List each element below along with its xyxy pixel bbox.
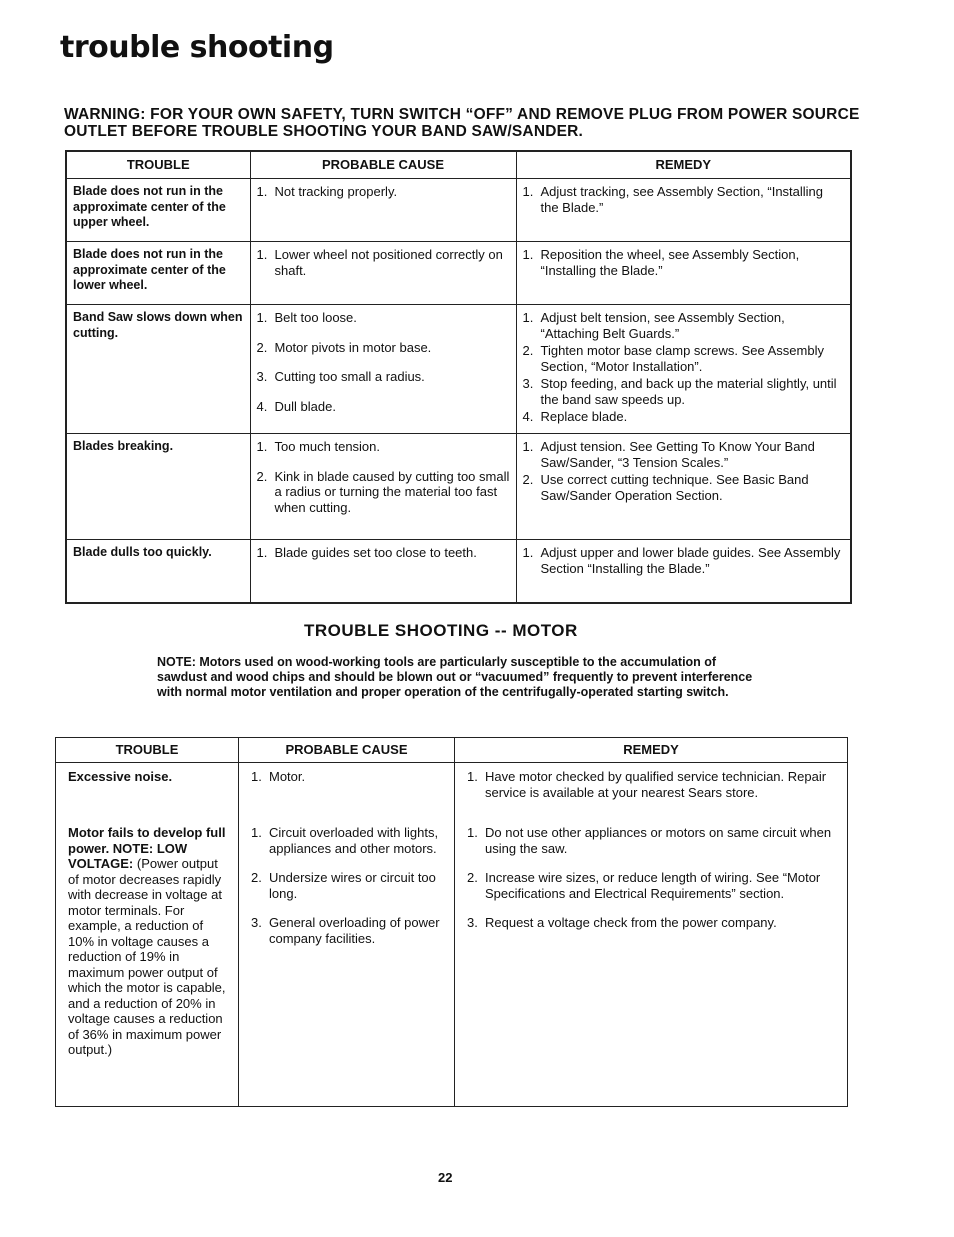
item-number: 1. (256, 310, 268, 325)
table-row (66, 242, 851, 305)
remedy-item (523, 376, 845, 407)
table-row (66, 305, 851, 434)
item-number: 1. (522, 247, 534, 262)
remedy-cell (455, 763, 848, 820)
item-text: Adjust tracking, see Assembly Section, “Installing the Blade.” (540, 184, 824, 215)
section-title-motor: TROUBLE SHOOTING -- MOTOR (304, 621, 578, 640)
cause-item (257, 247, 510, 278)
item-number: 3. (467, 915, 478, 930)
cause-cell (239, 763, 455, 820)
header-probable-cause: PROBABLE CAUSE (250, 151, 516, 179)
trouble-cell (56, 763, 239, 820)
cause-item (257, 369, 510, 385)
remedy-item (523, 343, 845, 374)
item-number: 3. (251, 915, 262, 930)
item-text: Tighten motor base clamp screws. See Assembly Section, “Motor Installation”. (540, 343, 824, 374)
item-number: 2. (256, 468, 268, 484)
remedy-item (523, 310, 845, 341)
item-text: Undersize wires or circuit too long. (269, 870, 436, 901)
item-number: 3. (256, 369, 268, 384)
item-number: 1. (256, 247, 268, 262)
cause-item (257, 340, 510, 356)
remedy-cell (516, 305, 851, 434)
safety-warning: WARNING: FOR YOUR OWN SAFETY, TURN SWITCH “OFF” AND REMOVE PLUG FROM POWER SOURCE OUTLET BEFORE TROUBLE SHOOTING YOUR BAND SAW/SANDER. (64, 106, 860, 140)
remedy-item (523, 247, 845, 278)
cause-item (257, 310, 510, 326)
item-number: 1. (256, 184, 268, 199)
item-number: 1. (251, 825, 262, 840)
item-number: 2. (251, 870, 262, 885)
table-row (66, 179, 851, 242)
remedy-item (523, 472, 845, 503)
item-text: Use correct cutting technique. See Basic Band Saw/Sander Operation Section. (540, 472, 809, 503)
trouble-table-motor (55, 737, 848, 1107)
item-text: Belt too loose. (274, 310, 357, 325)
cause-item (257, 399, 510, 415)
header-trouble: TROUBLE (66, 151, 250, 179)
trouble-cell: Blades breaking. (66, 434, 250, 540)
cause-cell (250, 305, 516, 434)
item-text: Have motor checked by qualified service technician. Repair service is available at your nearest Sears store. (485, 769, 827, 800)
item-text: Too much tension. (274, 439, 381, 454)
remedy-cell (516, 540, 851, 604)
trouble-text-bold: Motor fails to develop full power. NOTE: LOW VOLTAGE: (68, 825, 226, 871)
table-row (66, 434, 851, 540)
item-number: 1. (256, 545, 268, 560)
trouble-cell (56, 819, 239, 1107)
remedy-item (467, 915, 835, 931)
item-number: 1. (467, 769, 478, 784)
item-text: Kink in blade caused by cutting too small a radius or turning the material too fast when cutting. (274, 468, 510, 515)
table-row (66, 540, 851, 604)
item-number: 4. (256, 398, 268, 414)
remedy-item (467, 825, 835, 856)
item-text: Increase wire sizes, or reduce length of wiring. See “Motor Specifications and Electrical Requirements” section. (485, 870, 821, 901)
remedy-item (523, 409, 845, 425)
item-text: Dull blade. (274, 398, 336, 414)
remedy-cell (516, 242, 851, 305)
item-text: Lower wheel not positioned correctly on shaft. (274, 247, 503, 278)
item-number: 3. (522, 376, 534, 391)
cause-item (257, 184, 510, 200)
item-text: Adjust upper and lower blade guides. See Assembly Section “Installing the Blade.” (540, 545, 841, 576)
trouble-cell: Blade does not run in the approximate center of the upper wheel. (66, 179, 250, 242)
header-remedy: REMEDY (455, 738, 848, 763)
item-text: Stop feeding, and back up the material slightly, until the band saw speeds up. (540, 376, 837, 407)
cause-cell (250, 434, 516, 540)
item-number: 2. (467, 870, 478, 885)
item-number: 1. (522, 545, 534, 560)
cause-cell (250, 540, 516, 604)
item-text: General overloading of power company facilities. (269, 915, 440, 946)
item-number: 1. (256, 439, 268, 454)
cause-item (257, 545, 510, 561)
cause-item (251, 769, 442, 785)
cause-item (251, 915, 442, 946)
item-text: Reposition the wheel, see Assembly Section, “Installing the Blade.” (540, 247, 800, 278)
trouble-cell: Band Saw slows down when cutting. (66, 305, 250, 434)
item-text: Adjust tension. See Getting To Know Your Band Saw/Sander, “3 Tension Scales.” (540, 439, 815, 470)
item-text: Adjust belt tension, see Assembly Section, “Attaching Belt Guards.” (540, 310, 785, 341)
header-probable-cause: PROBABLE CAUSE (239, 738, 455, 763)
cause-cell (250, 242, 516, 305)
trouble-cell: Blade dulls too quickly. (66, 540, 250, 604)
cause-item (251, 825, 442, 856)
cause-item (251, 870, 442, 901)
remedy-item (523, 545, 845, 576)
item-text: Motor pivots in motor base. (274, 339, 432, 355)
item-text: Motor. (269, 769, 306, 784)
item-text: Do not use other appliances or motors on same circuit when using the saw. (485, 825, 832, 856)
item-number: 1. (522, 439, 534, 454)
item-text: Not tracking properly. (274, 184, 398, 199)
table-row (56, 819, 848, 1107)
item-number: 1. (251, 769, 262, 784)
header-remedy: REMEDY (516, 151, 851, 179)
remedy-item (467, 769, 835, 800)
trouble-cell: Blade does not run in the approximate center of the lower wheel. (66, 242, 250, 305)
item-text: Request a voltage check from the power company. (485, 915, 777, 930)
trouble-text: Excessive noise. (68, 769, 173, 784)
item-text: Circuit overloaded with lights, appliances and other motors. (269, 825, 439, 856)
item-number: 2. (522, 343, 534, 358)
remedy-cell (516, 179, 851, 242)
item-number: 1. (522, 184, 534, 199)
item-text: Cutting too small a radius. (274, 369, 425, 384)
cause-item (257, 439, 510, 455)
page-title: trouble shooting (60, 30, 334, 65)
header-trouble: TROUBLE (56, 738, 239, 763)
page-number: 22 (438, 1170, 453, 1185)
trouble-table-band-saw (65, 150, 852, 604)
item-text: Blade guides set too close to teeth. (274, 545, 477, 560)
motor-note: NOTE: Motors used on wood-working tools are particularly susceptible to the accumulation of sawdust and wood chips and should be blown out or “vacuumed” frequently to prevent interference with normal motor ventilation and proper operation of the centrifugally-operated starting switch. (157, 655, 753, 699)
remedy-item (467, 870, 835, 901)
trouble-text-detail: (Power output of motor decreases rapidly with decrease in voltage at motor terminals. For example, a reduction of 10% in voltage causes a reduction of 19% in maximum power output of which the motor is capable, and a reduction of 20% in voltage causes a reduction of 36% in maximum power output.) (68, 856, 226, 1057)
table-header-row (56, 738, 848, 763)
remedy-item (523, 184, 845, 215)
remedy-item (523, 439, 845, 470)
cause-item (257, 469, 510, 516)
table-header-row (66, 151, 851, 179)
item-number: 2. (522, 472, 534, 487)
item-text: Replace blade. (540, 409, 628, 424)
table-row (56, 763, 848, 820)
remedy-cell (516, 434, 851, 540)
cause-cell (250, 179, 516, 242)
item-number: 2. (256, 339, 268, 355)
remedy-cell (455, 819, 848, 1107)
item-number: 4. (522, 409, 534, 424)
item-number: 1. (467, 825, 478, 840)
item-number: 1. (522, 310, 534, 325)
cause-cell (239, 819, 455, 1107)
